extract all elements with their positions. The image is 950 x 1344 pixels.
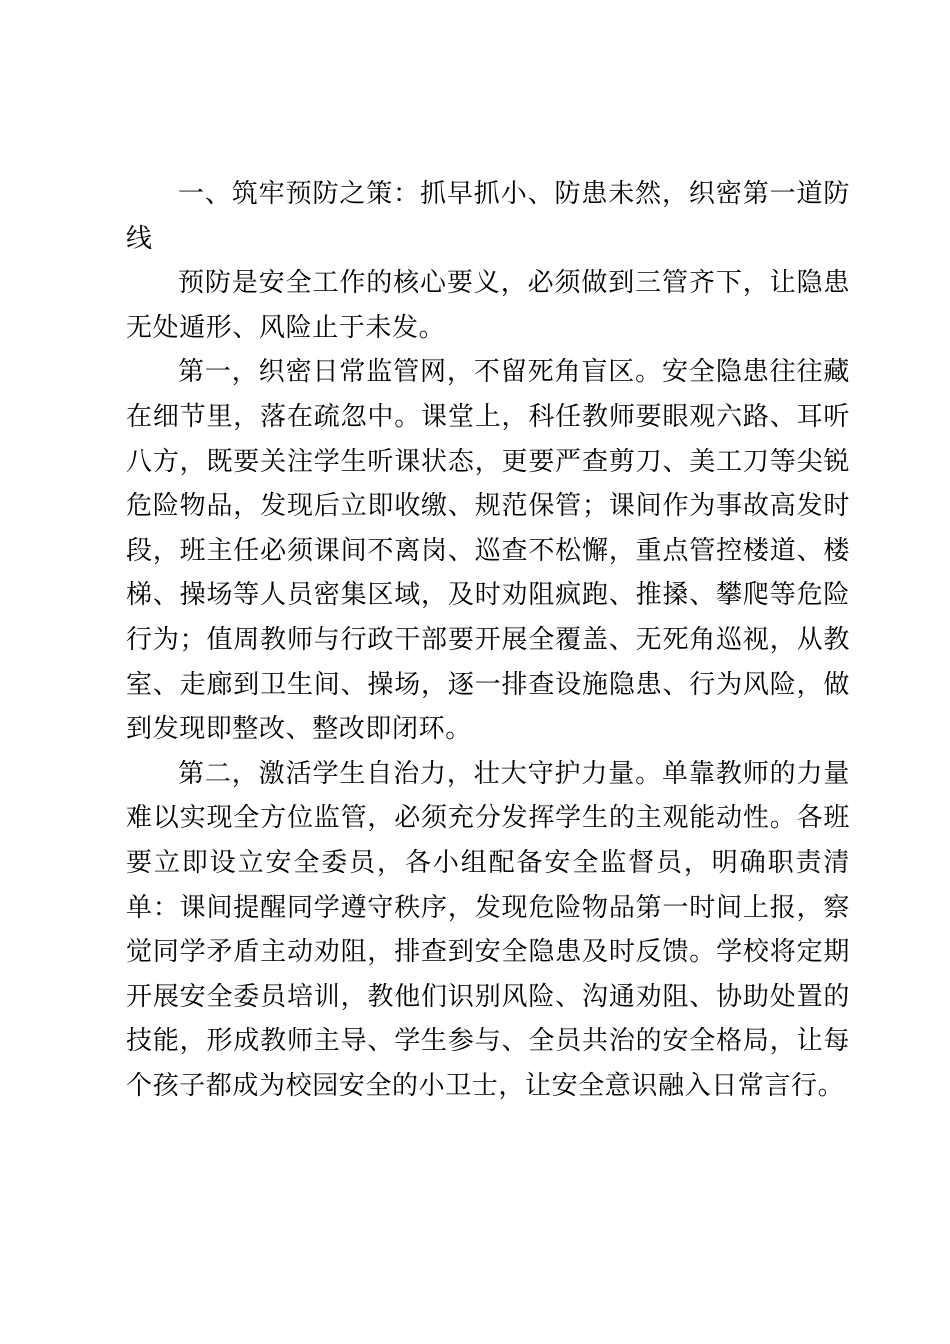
- document-body: [126, 172, 850, 1108]
- paragraph-first-point: 第一，织密日常监管网，不留死角盲区。安全隐患往往藏在细节里，落在疏忽中。课堂上，科任教师要眼观六路、耳听八方，既要关注学生听课状态，更要严查剪刀、美工刀等尖锐危险物品，发现后立即收缴、规范保管；课间作为事故高发时段，班主任必须课间不离岗、巡查不松懈，重点管控楼道、楼梯、操场等人员密集区域，及时劝阻疯跑、推搡、攀爬等危险行为；值周教师与行政干部要开展全覆盖、无死角巡视，从教室、走廊到卫生间、操场，逐一排查设施隐患、行为风险，做到发现即整改、整改即闭环。: [126, 357, 850, 745]
- paragraph-second-point: 第二，激活学生自治力，壮大守护力量。单靠教师的力量难以实现全方位监管，必须充分发挥学生的主观能动性。各班要立即设立安全委员，各小组配备安全监督员，明确职责清单：课间提醒同学遵守秩序，发现危险物品第一时间上报，察觉同学矛盾主动劝阻，排查到安全隐患及时反馈。学校将定期开展安全委员培训，教他们识别风险、沟通劝阻、协助处置的技能，形成教师主导、学生参与、全员共治的安全格局，让每个孩子都成为校园安全的小卫士，让安全意识融入日常言行。: [126, 758, 850, 1101]
- section-heading: 一、筑牢预防之策：抓早抓小、防患未然，织密第一道防线: [126, 179, 850, 254]
- paragraph-intro: 预防是安全工作的核心要义，必须做到三管齐下，让隐患无处遁形、风险止于未发。: [126, 268, 850, 343]
